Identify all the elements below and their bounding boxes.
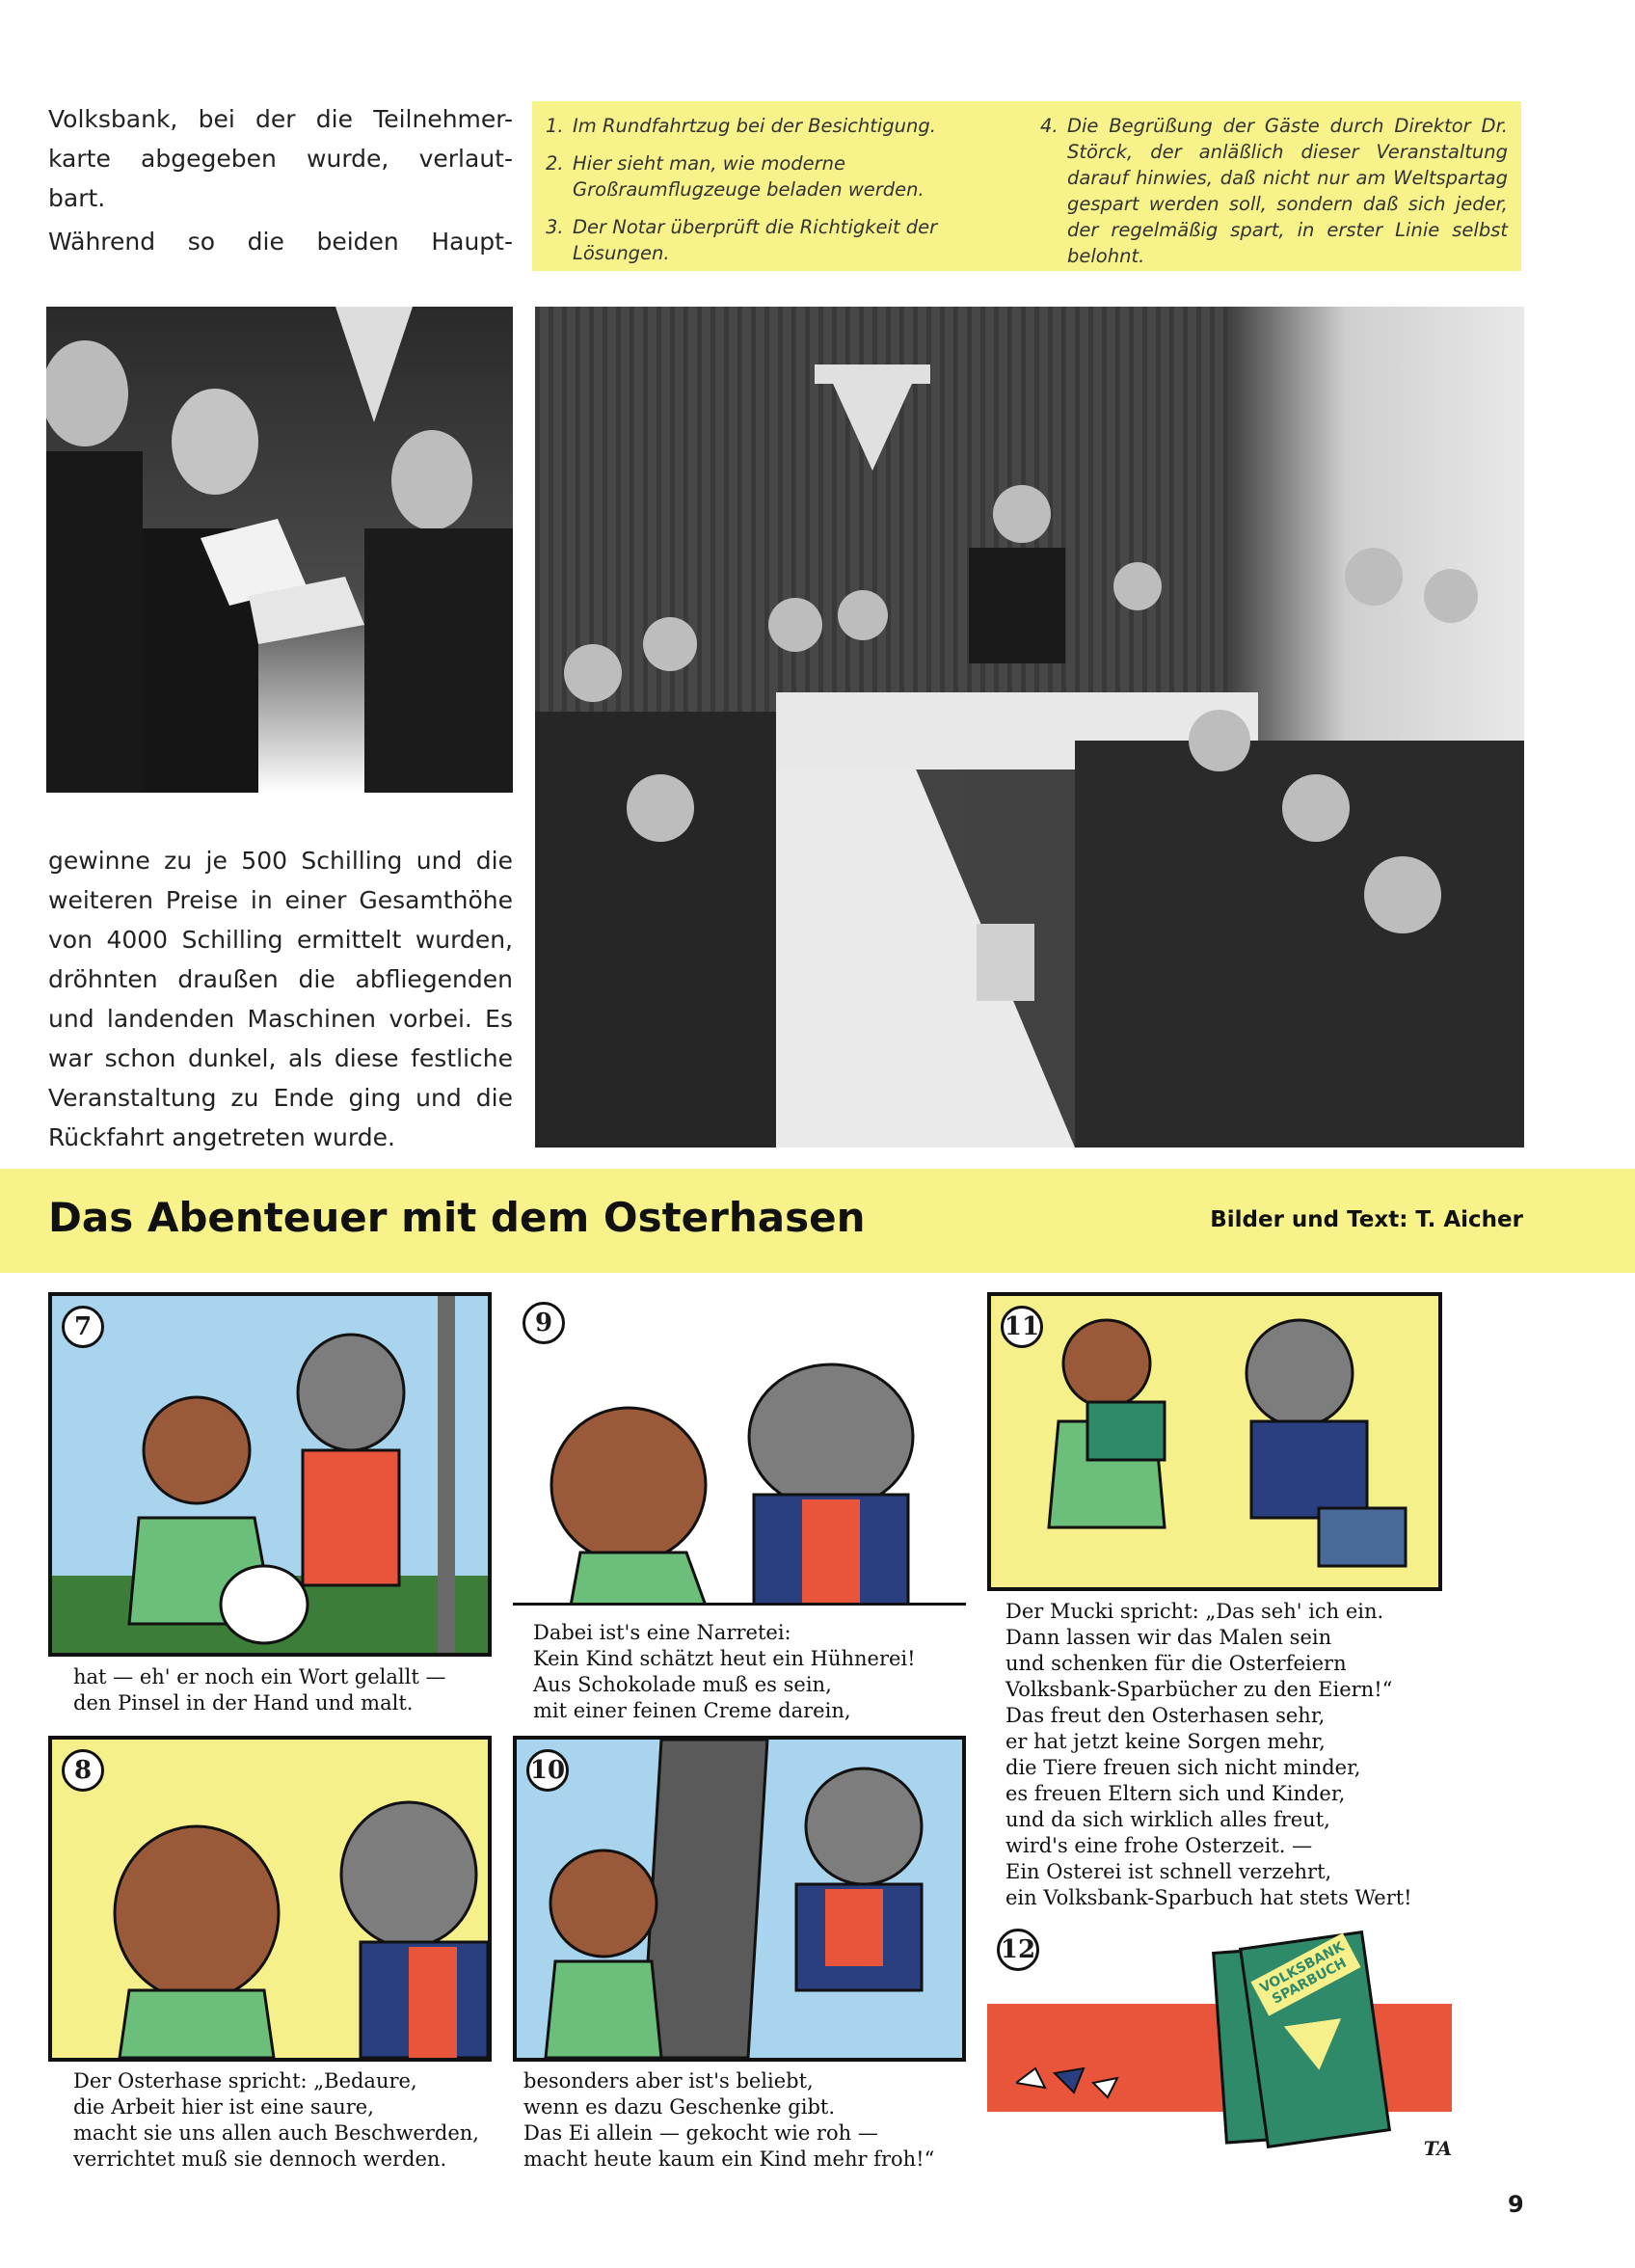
panel-7-verse: hat — eh' er noch ein Wort gelallt — den Pinsel in der Hand und malt.: [73, 1665, 446, 1714]
sparbuch-book: [1239, 1930, 1391, 2148]
body-line: Rückfahrt angetreten wurde.: [48, 1123, 395, 1151]
intro-text: [48, 99, 513, 261]
comic-panel-9: [513, 1292, 966, 1606]
panel-number: 7: [62, 1306, 104, 1348]
sparbuch-label: VOLKSBANK SPARBUCH: [1250, 1933, 1360, 2016]
body-line: war schon dunkel, als diese festliche: [48, 1044, 513, 1072]
comic-panel-12: [987, 1929, 1452, 2160]
panel-7-art: [52, 1296, 488, 1653]
comic-panel-10: [513, 1736, 966, 2062]
intro-line: Volksbank, bei der die Teilnehmer-: [48, 105, 513, 133]
comic-panel-7: [48, 1292, 492, 1657]
panel-8-verse: Der Osterhase spricht: „Bedaure, die Arbeit hier ist eine saure, macht sie uns allen auch Beschwerden, verrichtet muß sie dennoch werden.: [73, 2069, 479, 2171]
photo-banquet: [535, 307, 1524, 1148]
panel-9-art: [513, 1292, 966, 1606]
panel-number: 10: [526, 1749, 569, 1792]
photo-notary-image: [46, 307, 513, 793]
panel-number: 12: [997, 1929, 1039, 1971]
photo-notary: [46, 307, 513, 793]
body-line: weiteren Preise in einer Gesamthöhe: [48, 886, 513, 914]
panel-11-verse: Der Mucki spricht: „Das seh' ich ein. Dann lassen wir das Malen sein und schenken für die Osterfeiern Volksbank-Sparbücher zu den Eiern!“ Das freut den Osterhasen sehr, er hat jetzt keine Sorgen mehr, die Tiere freuen sich nicht minder, es freuen Eltern sich und Kinder, und da sich wirklich alles freut, wird's eine frohe Osterzeit. — Ein Osterei ist schnell verzehrt, ein Volksbank-Sparbuch hat stets Wert!: [1005, 1600, 1412, 1909]
panel-10-verse: besonders aber ist's beliebt, wenn es dazu Geschenke gibt. Das Ei allein — gekocht wie roh — macht heute kaum ein Kind mehr froh!“: [523, 2069, 935, 2171]
body-line: Veranstaltung zu Ende ging und die: [48, 1084, 513, 1112]
volksbank-logo-icon: [1284, 2018, 1348, 2074]
continued-text: [48, 841, 513, 1157]
panel-11-art: [991, 1296, 1438, 1587]
comic-panel-11: [987, 1292, 1442, 1591]
panel-10-art: [517, 1740, 962, 2058]
panel-number: 11: [1001, 1306, 1043, 1348]
intro-line: karte abgegeben wurde, verlaut-: [48, 145, 513, 173]
comic-credit: Bilder und Text: T. Aicher: [1210, 1207, 1523, 1232]
artist-signature: TA: [1423, 2137, 1452, 2160]
body-line: von 4000 Schilling ermittelt wurden,: [48, 926, 513, 954]
intro-line: bart.: [48, 184, 106, 212]
body-line: gewinne zu je 500 Schilling und die: [48, 847, 513, 875]
comic-panel-8: [48, 1736, 492, 2062]
caption-1: 1. Im Rundfahrtzug bei der Besichtigung.: [546, 115, 936, 137]
body-line: und landenden Maschinen vorbei. Es: [48, 1005, 513, 1033]
comic-title: Das Abenteuer mit dem Osterhasen: [48, 1194, 866, 1241]
caption-4: 4. Die Begrüßung der Gäste durch Direktor Dr. Störck, der anläßlich dieser Veranstaltung darauf hinwies, daß nicht nur am Weltspartag gespart werden soll, sondern daß sich jeder, der regelmäßig spart, in erster Linie selbst belohnt.: [1040, 115, 1508, 267]
panel-9-verse: Dabei ist's eine Narretei: Kein Kind schätzt heut ein Hühnerei! Aus Schokolade muß es sein, mit einer feinen Creme darein,: [533, 1621, 916, 1722]
panel-8-art: [52, 1740, 488, 2058]
eggshell-pieces-icon: [1016, 2064, 1122, 2102]
panel-number: 9: [523, 1302, 565, 1344]
photo-captions: [532, 101, 1521, 271]
caption-3: 3. Der Notar überprüft die Richtigkeit der Lösungen.: [546, 216, 938, 264]
panel-number: 8: [62, 1749, 104, 1792]
intro-line: Während so die beiden Haupt-: [48, 228, 513, 256]
body-line: dröhnten draußen die abfliegenden: [48, 965, 513, 993]
page-number: 9: [1508, 2191, 1524, 2218]
photo-banquet-image: [535, 307, 1524, 1148]
caption-2: 2. Hier sieht man, wie moderne Großraumflugzeuge beladen werden.: [546, 152, 925, 201]
comic-banner: [0, 1169, 1635, 1273]
